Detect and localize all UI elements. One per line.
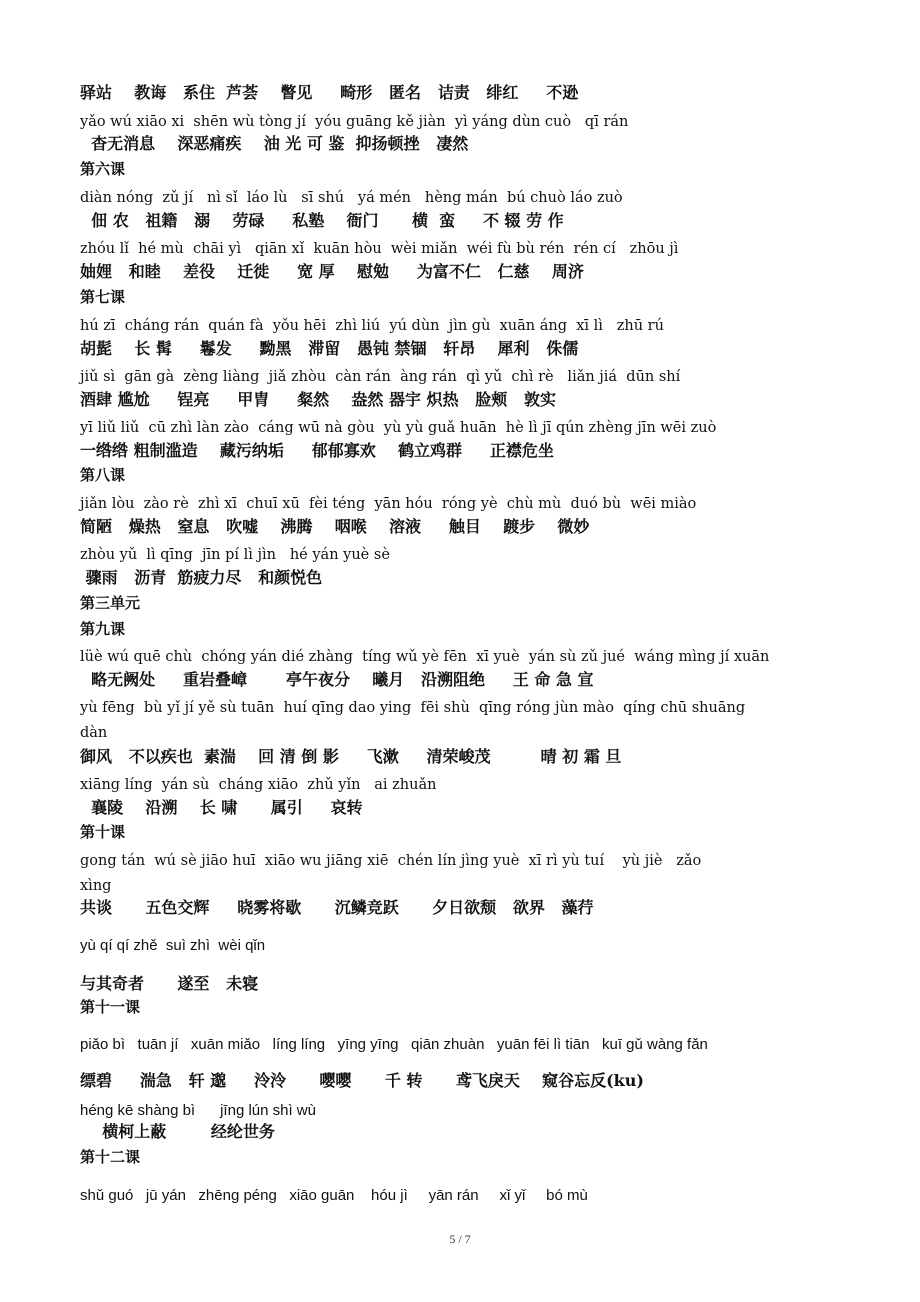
vocab-line: 共谈 五色交辉 晓雾将歇 沉鳞竞跃 夕日欲颓 欲界 藻荇 bbox=[80, 898, 594, 917]
pinyin-line: jiǔ sì gān gà zèng liàng jiǎ zhòu càn rán àng rán qì yǔ chì rè liǎn jiá dūn shí bbox=[80, 369, 681, 385]
lesson-heading: 第十二课 bbox=[80, 1148, 141, 1166]
pinyin-line: zhóu lǐ hé mù chāi yì qiān xǐ kuān hòu wèi miǎn wéi fù bù rén rén cí zhōu jì bbox=[80, 241, 679, 257]
vocab-line: 一绺绺 粗制滥造 藏污纳垢 郁郁寡欢 鹤立鸡群 正襟危坐 bbox=[80, 441, 554, 460]
vocab-line: 妯娌 和睦 差役 迁徙 宽 厚 慰勉 为富不仁 仁慈 周济 bbox=[80, 262, 584, 281]
pinyin-line: shǔ guó jū yán zhēng péng xiāo guān hóu jì yān rán xǐ yǐ bó mù bbox=[80, 1187, 588, 1204]
lesson-heading: 第十课 bbox=[80, 823, 126, 841]
vocab-line: 简陋 燥热 窒息 吹嘘 沸腾 咽喉 溶液 触目 踱步 微妙 bbox=[80, 517, 590, 536]
pinyin-line: xiāng líng yán sù cháng xiāo zhǔ yǐn ai zhuǎn bbox=[80, 777, 437, 793]
pinyin-line: lüè wú quē chù chóng yán dié zhàng tíng wǔ yè fēn xī yuè yán sù zǔ jué wáng mìng jí xuān bbox=[80, 649, 770, 665]
vocab-line: 胡髭 长 髯 鬈发 黝黑 滞留 愚钝 禁锢 轩昂 犀利 侏儒 bbox=[80, 339, 579, 358]
vocab-line: 驿站 教诲 系住 芦荟 瞥见 畸形 匿名 诘责 绯红 不逊 bbox=[80, 83, 579, 102]
pinyin-line: héng kē shàng bì jīng lún shì wù bbox=[80, 1102, 316, 1119]
pinyin-line: piǎo bì tuān jí xuān miǎo líng líng yīng yīng qiān zhuàn yuān fēi lì tiān kuī gǔ wàng fǎn bbox=[80, 1036, 708, 1053]
vocab-line: 略无阙处 重岩叠嶂 亭午夜分 曦月 沿溯阻绝 王 命 急 宣 bbox=[80, 670, 594, 689]
vocab-line: 襄陵 沿溯 长 啸 属引 哀转 bbox=[80, 798, 363, 817]
lesson-heading: 第七课 bbox=[80, 288, 126, 306]
vocab-line: 杳无消息 深恶痛疾 油 光 可 鉴 抑扬顿挫 凄然 bbox=[80, 134, 469, 153]
pinyin-line: xìng bbox=[80, 878, 112, 894]
vocab-line: 骤雨 沥青 筋疲力尽 和颜悦色 bbox=[80, 568, 323, 587]
pinyin-line: jiǎn lòu zào rè zhì xī chuī xū fèi téng yān hóu róng yè chù mù duó bù wēi miào bbox=[80, 496, 697, 512]
pinyin-line: diàn nóng zǔ jí nì sǐ láo lù sī shú yá mén hèng mán bú chuò láo zuò bbox=[80, 190, 623, 206]
vocab-line: 横柯上蔽 经纶世务 bbox=[80, 1122, 275, 1141]
pinyin-line: dàn bbox=[80, 725, 108, 741]
vocab-line: 御风 不以疾也 素湍 回 清 倒 影 飞漱 清荣峻茂 晴 初 霜 旦 bbox=[80, 747, 622, 766]
lesson-heading: 第八课 bbox=[80, 466, 126, 484]
pinyin-line: yī liǔ liǔ cū zhì làn zào cáng wū nà gòu yù yù guǎ huān hè lì jī qún zhèng jīn wēi zuò bbox=[80, 420, 717, 436]
vocab-line: 佃 农 祖籍 溺 劳碌 私塾 衙门 横 蛮 不 辍 劳 作 bbox=[80, 211, 564, 230]
unit-heading: 第三单元 bbox=[80, 594, 141, 612]
lesson-heading: 第九课 bbox=[80, 620, 126, 638]
vocab-line: 与其奇者 遂至 未寝 bbox=[80, 974, 259, 993]
pinyin-line: yǎo wú xiāo xi shēn wù tòng jí yóu guāng kě jiàn yì yáng dùn cuò qī rán bbox=[80, 114, 629, 130]
page-number: 5 / 7 bbox=[449, 1232, 471, 1246]
pinyin-line: zhòu yǔ lì qīng jīn pí lì jìn hé yán yuè sè bbox=[80, 547, 390, 563]
pinyin-line: hú zī cháng rán quán fà yǒu hēi zhì liú yú dùn jìn gù xuān áng xī lì zhū rú bbox=[80, 318, 664, 334]
vocab-line: 酒肆 尴尬 锃亮 甲胄 粲然 盎然 器宇 炽热 脸颊 敦实 bbox=[80, 390, 556, 409]
lesson-heading: 第六课 bbox=[80, 160, 126, 178]
pinyin-line: yù qí qí zhě suì zhì wèi qǐn bbox=[80, 937, 266, 954]
lesson-heading: 第十一课 bbox=[80, 998, 141, 1016]
pinyin-line: yù fēng bù yǐ jí yě sù tuān huí qīng dao ying fēi shù qīng róng jùn mào qíng chū shuāng bbox=[80, 700, 746, 716]
vocab-line: 缥碧 湍急 轩 邈 泠泠 嘤嘤 千 转 鸢飞戾天 窥谷忘反(ku) bbox=[80, 1071, 644, 1090]
pinyin-line: gong tán wú sè jiāo huī xiāo wu jiāng xiē chén lín jìng yuè xī rì yù tuí yù jiè zǎo bbox=[80, 853, 702, 869]
